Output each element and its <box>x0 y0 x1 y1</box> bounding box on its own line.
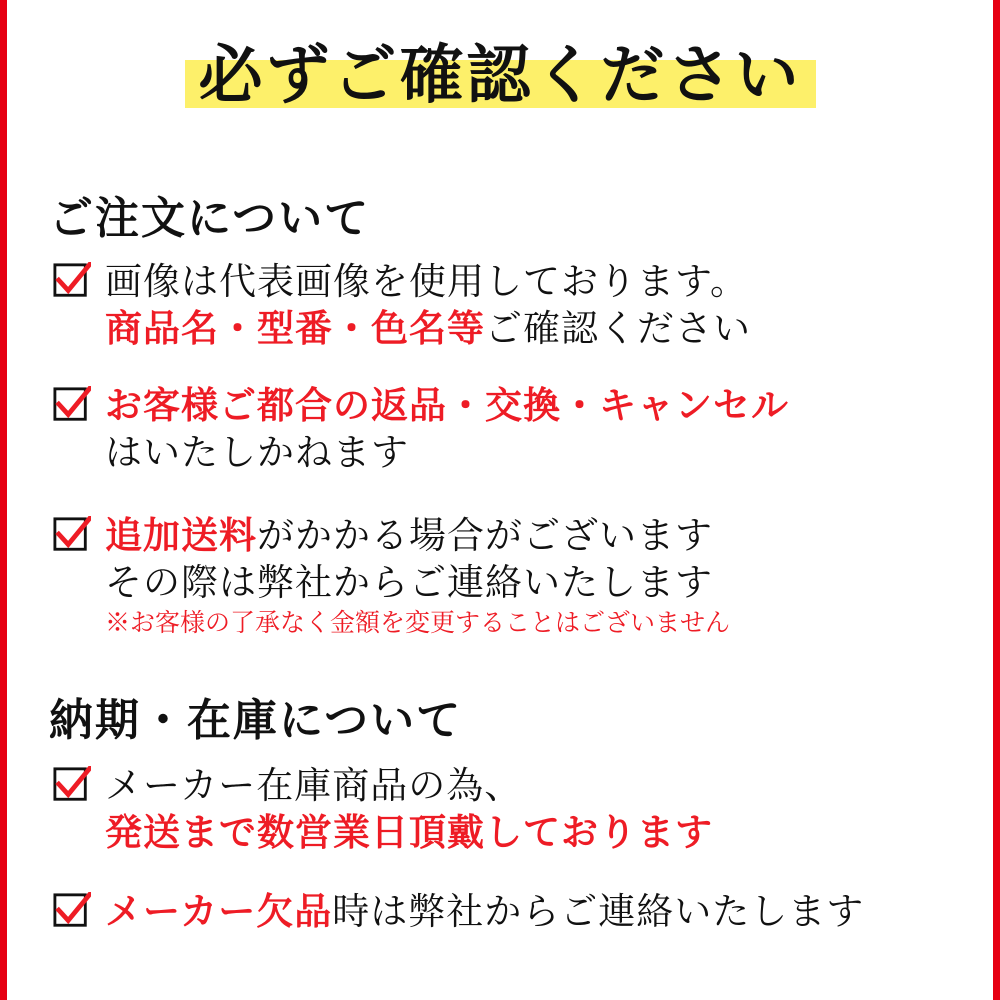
section-heading-delivery: 納期・在庫について <box>49 695 463 746</box>
list-item-line: メーカー在庫商品の為、 <box>105 764 523 807</box>
plain-text: 時は弊社からご連絡いたします <box>332 890 865 933</box>
list-item-lines <box>105 258 973 353</box>
list-item <box>53 382 973 477</box>
list-item-line <box>105 512 973 559</box>
list-item-line: その際は弊社からご連絡いたします <box>105 561 713 605</box>
checkbox-checked-icon <box>53 892 91 930</box>
emphasis-text: メーカー欠品 <box>105 889 333 933</box>
checkbox-checked-icon <box>53 386 91 424</box>
list-item-line: お客様ご都合の返品・交換・キャンセル <box>105 383 789 427</box>
checkbox-checked-icon <box>53 766 91 804</box>
list-item-line: 画像は代表画像を使用しております。 <box>105 260 749 303</box>
checkbox-checked-icon <box>53 262 91 300</box>
list-item-line: 発送まで数営業日頂戴しております <box>105 810 713 855</box>
list-item-line: はいたしかねます <box>105 431 409 475</box>
list-item-note: ※お客様の了承なく金額を変更することはございません <box>105 607 731 637</box>
list-item-lines <box>105 512 973 639</box>
section-heading-order: ご注文について <box>49 193 371 244</box>
plain-text: がかかる場合がございます <box>257 514 713 557</box>
page-title-text: 必ずご確認ください <box>198 38 802 113</box>
list-item <box>53 512 973 639</box>
page-title <box>185 38 816 118</box>
list-item-line <box>105 305 973 352</box>
page-title-wrap <box>7 38 993 118</box>
notice-content <box>7 0 993 1000</box>
emphasis-text: 商品名・型番・色名等 <box>105 306 485 351</box>
list-item-lines <box>105 762 973 857</box>
list-item <box>53 888 973 935</box>
emphasis-text: 追加送料 <box>105 513 257 557</box>
list-item-lines <box>105 382 973 477</box>
plain-text: ご確認ください <box>485 307 751 351</box>
list-item <box>53 762 973 857</box>
list-item <box>53 258 973 353</box>
list-item-line <box>105 888 973 935</box>
checkbox-checked-icon <box>53 516 91 554</box>
list-item-lines <box>105 888 973 935</box>
